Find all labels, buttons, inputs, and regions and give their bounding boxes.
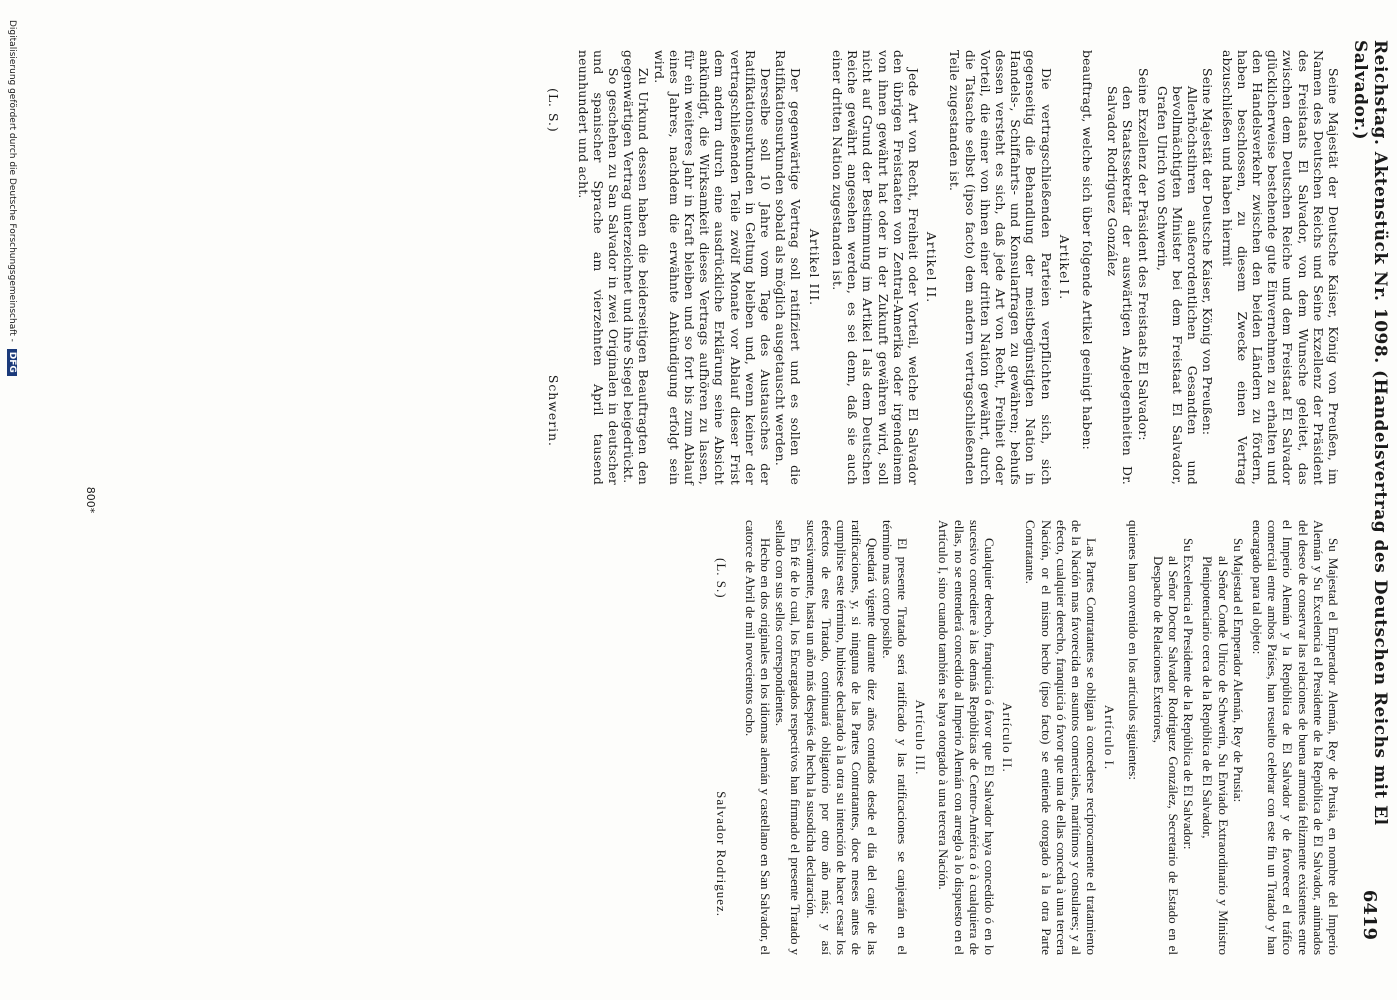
spanish-article1-title: Artículo I. <box>1102 704 1118 771</box>
spanish-article3-p1: El presente Tratado será ratificado y las ratificaciones se canjearán en el término mas corto posible. <box>879 520 910 955</box>
german-article3-title: Artikel III. <box>806 228 822 307</box>
spanish-article2-title: Artículo II. <box>1000 702 1016 773</box>
spanish-article3-p3: En fé de lo cual, los Encargados respectivos han firmado el presente Tratado y sellado con sus sellos correspondientes. <box>773 520 804 955</box>
spanish-article2: Cualquier derecho, franquicia ó favor que El Salvador haya concedido ó en lo sucesivo concediere à las demás Repúblicas de Centro-América ó à cualquiera de ellas, no se entenderá concedido al Imperio Alemán con arreglo à lo dispuesto en el Artículo I, sino cuando también se haya otorgado à una tercera Nación. <box>936 520 997 955</box>
german-signature: Schwerin. <box>546 374 562 447</box>
spanish-party1: Su Majestad el Emperador Alemán, Rey de Prusia: <box>1230 538 1246 803</box>
german-article1-title: Artikel I. <box>1056 234 1072 301</box>
german-article1: Die vertragschließenden Parteien verpflichten sich, sich gegenseitig die Behandlung der meistbegünstigten Nation in Handels-, Schiffahrts- und Konsularfragen zu gewähren; behufs dessen versteht es sich, daß jede Art von Recht, Freiheit oder Vorteil, die einer von ihnen einer dritten Nation gewährt, durch die Tatsache selbst (ipso facto) dem andern vertragschließenden Teile zugestanden ist. <box>947 50 1054 485</box>
german-article2: Jede Art von Recht, Freiheit oder Vorteil, welche El Salvador den übrigen Freistaaten von Zentral-Amerika oder irgendeinem von ihnen gewährt hat oder in der Zukunft gewähren wird, soll nicht auf Grund der Bestimmung im Artikel I als dem Deutschen Reiche gewährt angesehen werden, es sei denn, daß sie auch einer dritten Nation zugestanden ist. <box>829 50 921 485</box>
german-agreed: beauftragt, welche sich über folgende Artikel geeinigt haben: <box>1079 50 1095 451</box>
page-number: 6419 <box>1359 889 1381 940</box>
dfg-logo-icon: DFG <box>7 349 17 376</box>
german-column <box>546 50 1341 485</box>
german-intro: Seine Majestät der Deutsche Kaiser, König von Preußen, im Namen des Deutschen Reichs und Seine Exzellenz der Präsident des Freistaats El Salvador, von dem Wunsche geleitet, das zwischen dem Deutschen Reiche und dem Freistaat El Salvador glücklicherweise bestehende gute Einvernehmen zu erhalten und den Handelsverkehr zwischen den beiden Ländern zu fördern, haben beschlossen, zu diesem Zwecke einen Vertrag abzuschließen und haben hiermit <box>1219 50 1341 485</box>
spanish-signature-line <box>713 520 728 955</box>
spanish-article3-p2: Quedará vigente durante diez años contados desde el día del canje de las ratificaciones, y, si ninguna de las Partes Contratantes, doce meses antes de cumplirse este término, hubiese declarado à la otra su intención de hacer cesar los efectos de este Tratado, continuará obligatorio por otro año más; y así sucesivamente, hasta un año más después de hecha la susodicha declaración. <box>803 520 880 955</box>
credit-text: Digitalisierung gefördert durch die Deutsche Forschungsgemeinschaft - <box>7 20 17 342</box>
german-article2-title: Artikel II. <box>924 231 940 304</box>
german-seal: (L. S.) <box>546 88 562 133</box>
german-party2: Seine Exzellenz der Präsident des Freistaats El Salvador: <box>1135 68 1151 441</box>
page-title: Reichstag. Aktenstück Nr. 1098. (Handelsvertrag des Deutschen Reichs mit El Salvador.) <box>1350 40 1390 826</box>
spanish-party1-rep: al Señor Conde Ulrico de Schwerin, Su Enviado Extraordinario y Ministro Plenipotenciario cerca de la República de El Salvador, <box>1200 556 1231 955</box>
spanish-intro: Su Majestad el Emperador Alemán, Rey de Prusia, en nombre del Imperio Alemán y Su Excelencia el Presidente de la República de El Salvador, animados del deseo de conservar las relaciones de buena armonía felizmente existentes entre el Imperio Alemán y la República de El Salvador y de favorecer el tráfico comercial entre ambos Países, han resuelto celebrar con este fin un Tratado y han encargado para tal objeto: <box>1249 520 1341 955</box>
page-header <box>1350 40 1390 940</box>
german-article3-p3: Zu Urkund dessen haben die beiderseitigen Beauftragten den gegenwärtigen Vertrag unterzeichnet und ihre Siegel beigedrückt. <box>621 50 652 485</box>
spanish-party2-rep: al Señor Doctor Salvador Rodriguez González, Secretario de Estado en el Despacho de Relaciones Exteriores, <box>1150 556 1181 955</box>
spanish-agreed: quienes han convenido en los artículos siguientes: <box>1125 520 1141 780</box>
spanish-signature: Salvador Rodriguez. <box>713 791 729 917</box>
spanish-article3-title: Artículo III. <box>913 699 929 776</box>
german-party1-rep: Allerhöchstihren außerordentlichen Gesandten und bevollmächtigten Minister bei dem Freistaat El Salvador, Grafen Ulrich von Schwerin, <box>1154 86 1201 485</box>
spanish-party2: Su Excelencia el Presidente de la República de El Salvador: <box>1181 538 1197 850</box>
german-article3-p4: So geschehen zu San Salvador in zwei Originalen in deutscher und spanischer Sprache am vierzehnten April tausend neunhundert und acht. <box>575 50 622 485</box>
german-article3-p2: Derselbe soll 10 Jahre vom Tage des Austausches der Ratifikationsurkunden in Geltung bleiben und, wenn keiner der vertragschließenden Teile zwölf Monate vor Ablauf dieser Frist dem andern durch eine ausdrückliche Erklärung seine Absicht ankündigt, die Wirksamkeit dieses Vertrags aufhören zu lassen, für ein weiteres Jahr in Kraft bleiben und so fort bis zum Ablauf eines Jahres, nachdem die erwähnte Ankündigung erfolgt sein wird. <box>651 50 774 485</box>
german-article3-p1: Der gegenwärtige Vertrag soll ratifiziert und es sollen die Ratifikationsurkunden sobald als möglich ausgetauscht werden. <box>773 50 804 485</box>
spanish-article1: Las Partes Contratantes se obligan à concederse recíprocamente el tratamiento de la Nación mas favorecida en asuntos comerciales, marítimos y consulares; y al efecto, cualquier derecho, franquicia ó favor que una de ellas conceda à una tercera Nación, or el mismo hecho (ipso facto) se entiende otorgado à la otra Parte Contratante. <box>1023 520 1100 955</box>
german-party2-rep: den Staatssekretär der auswärtigen Angelegenheiten Dr. Salvador Rodriguez González <box>1105 86 1136 485</box>
spanish-column <box>713 520 1341 955</box>
digitization-credit <box>7 20 17 376</box>
sheet-number: 800* <box>84 486 97 514</box>
german-signature-line <box>546 50 561 485</box>
spanish-seal: (L. S.) <box>713 558 729 599</box>
german-party1: Seine Majestät der Deutsche Kaiser, König von Preußen: <box>1200 68 1216 436</box>
spanish-article3-p4: Hecho en dos originales en los idiomas alemán y castellano en San Salvador, el catorce de Abril de mil novecientos ocho. <box>742 520 774 955</box>
